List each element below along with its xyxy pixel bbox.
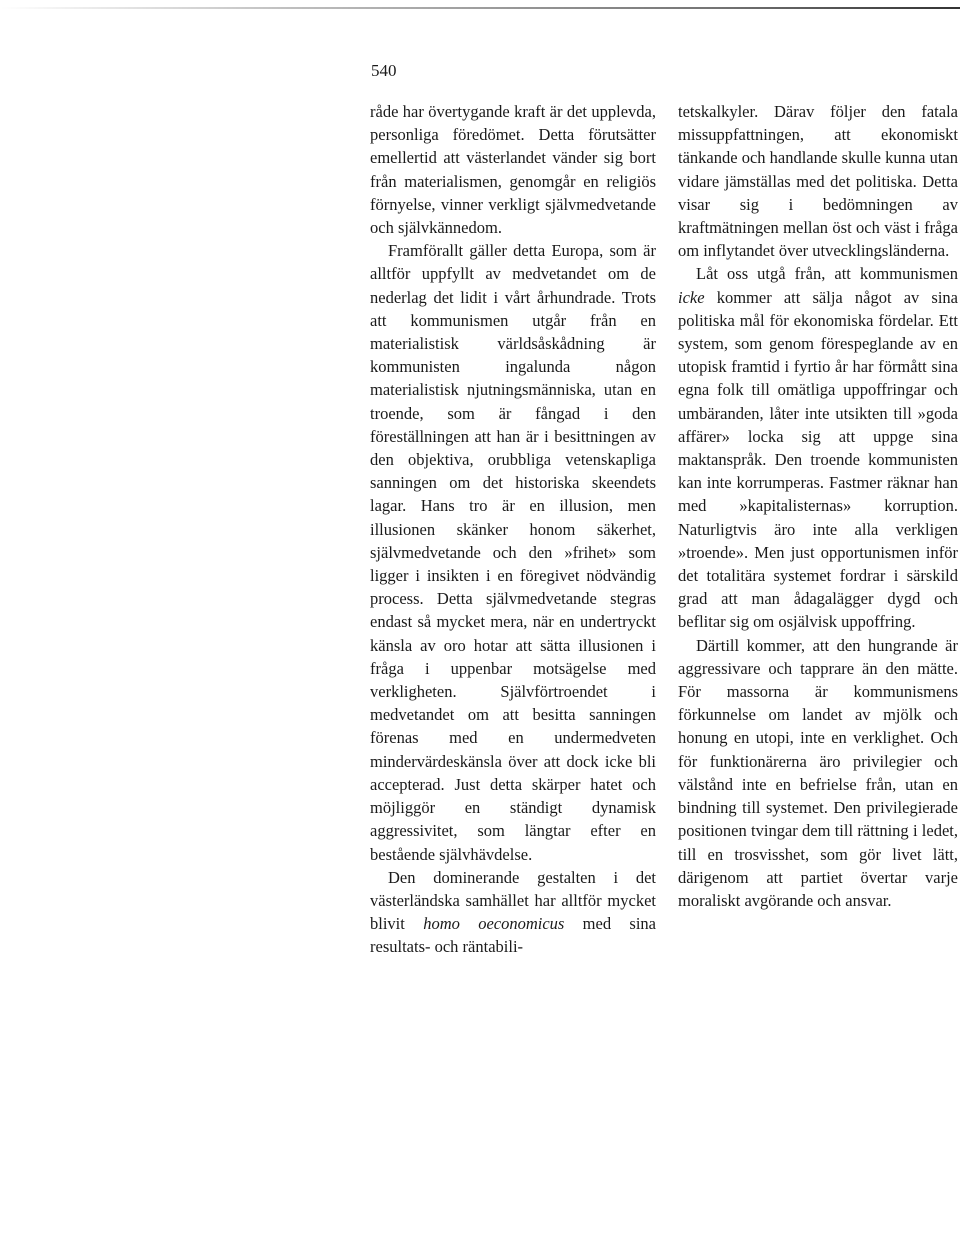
left-text-column	[370, 100, 656, 959]
scan-edge-line	[0, 7, 960, 9]
paragraph	[370, 866, 656, 959]
paragraph: tetskalkyler. Därav följer den fatala missuppfattningen, att ekonomiskt tänkande och handlande skulle kunna utan vidare jämställas med det politiska. Detta visar sig i bedömningen av kraftmätningen mellan öst och väst i fråga om inflytandet över utvecklingsländerna.	[678, 102, 958, 261]
right-text-column	[678, 100, 958, 912]
paragraph: Därtill kommer, att den hungrande är aggressivare och tapprare än den mätte. För massorna är kommunismens förkunnelse om landet av mjölk och honung en utopi, inte en verklighet. Och för funktionärerna äro privilegier och välstånd inte en befrielse från, utan en bindning till systemet. Den privilegierade positionen tvingar dem till rättning i ledet, till en trosvisshet, som gör livet lätt, därigenom att partiet övertar varje moraliskt avgörande och ansvar.	[678, 635, 958, 910]
italic-term: icke	[678, 287, 705, 307]
paragraph	[678, 262, 958, 633]
paragraph: Framförallt gäller detta Europa, som är alltför uppfyllt av medvetandet om de nederlag det lidit i vårt århundrade. Trots att kommunismen utgår från en materialistisk världsåskådning är kommunisten ingalunda någon materialistisk njutningsmänniska, utan en troende, som är fångad i den föreställningen att han är i besittningen av den objektiva, orubbliga vetenskapliga sanningen om det historiska skeendets lagar. Hans tro är en illusion, men illusionen skänker honom säkerhet, självmedvetande och den »frihet» som ligger i insikten i en föregivet nödvändig process. Detta självmedvetande stegras endast så mycket mera, när en undertryckt känsla av oro hotar att sätta illusionen i fråga i uppenbar motsägelse med verkligheten. Självförtroendet i medvetandet om att besitta sanningen förenas med en undermedveten mindervärdeskänsla över att dock icke bli accepterad. Just detta skärper hatet och möjliggör en ständigt dynamisk aggressivitet, som längtar efter en bestående självhävdelse.	[370, 241, 656, 864]
text-run: Den dominerande gestalten i det västerländska samhället har alltför mycket blivit	[370, 867, 656, 934]
page-number: 540	[371, 61, 397, 80]
text-run: kommer att sälja något av sina politiska mål för ekonomiska fördelar. Ett system, som genom förespeglande av en utopisk framtid i fyrtio år har förmått sina egna folk till omätliga uppoffringar och umbäranden, låter inte utsikten till »goda affärer» locka sig att uppge sina maktanspråk. Den troende kommunisten kan inte korrumperas. Fastmer räknar han med »kapitalisternas» korruption. Naturligtvis äro inte alla verkligen »troende». Men just opportunismen inför det totalitära systemet fordrar i särskild grad att man ådagalägger dygd och beflitar sig om osjälvisk uppoffring.	[678, 287, 958, 632]
italic-term: homo oeconomicus	[423, 914, 565, 934]
text-run: Låt oss utgå från, att kommunismen	[696, 264, 958, 284]
paragraph: råde har övertygande kraft är det upplevda, personliga föredömet. Detta förutsätter emellertid att västerlandet vänder sig bort från materialismen, genomgår en religiös förnyelse, vinner verkligt självmedvetande och självkännedom.	[370, 102, 656, 238]
text-run: med sina resultats- och räntabili-	[370, 914, 657, 957]
